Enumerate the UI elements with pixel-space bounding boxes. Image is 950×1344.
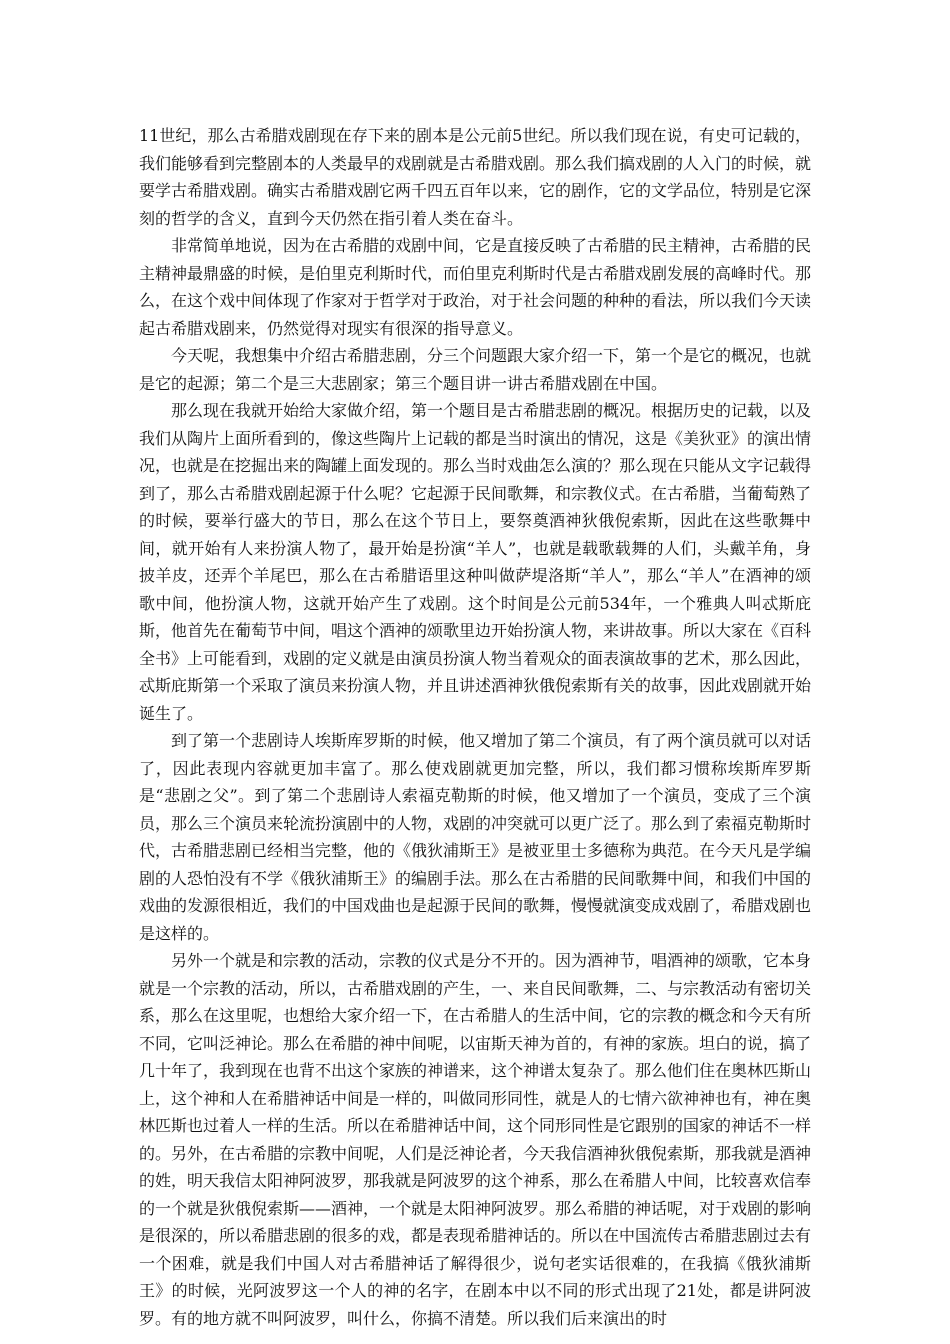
document-page: [139, 122, 811, 1332]
paragraph-5: 到了第一个悲剧诗人埃斯库罗斯的时候，他又增加了第二个演员，有了两个演员就可以对话了，因此表现内容就更加丰富了。那么使戏剧就更加完整，所以，我们都习惯称埃斯库罗斯是“悲剧之父”。到了第二个悲剧诗人索福克勒斯的时候，他又增加了一个演员，变成了三个演员，那么三个演员来轮流扮演剧中的人物，戏剧的冲突就可以更广泛了。那么到了索福克勒斯时代，古希腊悲剧已经相当完整，他的《俄狄浦斯王》是被亚里士多德称为典范。在今天凡是学编剧的人恐怕没有不学《俄狄浦斯王》的编剧手法。那么在古希腊的民间歌舞中间，和我们中国的戏曲的发源很相近，我们的中国戏曲也是起源于民间的歌舞，慢慢就演变成戏剧了，希腊戏剧也是这样的。: [139, 731, 812, 943]
paragraph-1: 11世纪，那么古希腊戏剧现在存下来的剧本是公元前5世纪。所以我们现在说，有史可记载的，我们能够看到完整剧本的人类最早的戏剧就是古希腊戏剧。那么我们搞戏剧的人入门的时候，就要学古希腊戏剧。确实古希腊戏剧它两千四五百年以来，它的剧作，它的文学品位，特别是它深刻的哲学的含义，直到今天仍然在指引着人类在奋斗。: [139, 126, 812, 228]
paragraph-3: 今天呢，我想集中介绍古希腊悲剧，分三个问题跟大家介绍一下，第一个是它的概况，也就是它的起源；第二个是三大悲剧家；第三个题目讲一讲古希腊戏剧在中国。: [139, 346, 812, 393]
paragraph-6: 另外一个就是和宗教的活动，宗教的仪式是分不开的。因为酒神节，唱酒神的颂歌，它本身就是一个宗教的活动，所以，古希腊戏剧的产生，一、来自民间歌舞，二、与宗教活动有密切关系，那么在这里呢，也想给大家介绍一下，在古希腊人的生活中间，它的宗教的概念和今天有所不同，它叫泛神论。那么在希腊的神中间呢，以宙斯天神为首的，有神的家族。坦白的说，搞了几十年了，我到现在也背不出这个家族的神谱来，这个神谱太复杂了。那么他们住在奥林匹斯山上，这个神和人在希腊神话中间是一样的，叫做同形同性，就是人的七情六欲神神也有，神在奥林匹斯也过着人一样的生活。所以在希腊神话中间，这个同形同性是它跟别的国家的神话不一样的。另外，在古希腊的宗教中间呢，人们是泛神论者，今天我信酒神狄俄倪索斯，那我就是酒神的姓，明天我信太阳神阿波罗，那我就是阿波罗的这个神系，那么在希腊人中间，比较喜欢信奉的一个就是狄俄倪索斯——酒神，一个就是太阳神阿波罗。那么希腊的神话呢，对于戏剧的影响是很深的，所以希腊悲剧的很多的戏，都是表现希腊神话的。所以在中国流传古希腊悲剧过去有一个困难，就是我们中国人对古希腊神话了解得很少，说句老实话很难的，在我搞《俄狄浦斯王》的时候，光阿波罗这一个人的神的名字，在剧本中以不同的形式出现了21处，都是讲阿波罗。有的地方就不叫阿波罗，叫什么，你搞不清楚。所以我们后来演出的时: [139, 951, 812, 1328]
paragraph-2: 非常简单地说，因为在古希腊的戏剧中间，它是直接反映了古希腊的民主精神，古希腊的民主精神最鼎盛的时候，是伯里克利斯时代，而伯里克利斯时代是古希腊戏剧发展的高峰时代。那么，在这个戏中间体现了作家对于哲学对于政治，对于社会问题的种种的看法，所以我们今天读起古希腊戏剧来，仍然觉得对现实有很深的指导意义。: [139, 236, 812, 338]
paragraph-4: 那么现在我就开始给大家做介绍，第一个题目是古希腊悲剧的概况。根据历史的记载，以及我们从陶片上面所看到的，像这些陶片上记载的都是当时演出的情况，这是《美狄亚》的演出情况，也就是在挖掘出来的陶罐上面发现的。那么当时戏曲怎么演的？那么现在只能从文字记载得到了，那么古希腊戏剧起源于什么呢？它起源于民间歌舞，和宗教仪式。在古希腊，当葡萄熟了的时候，要举行盛大的节日，那么在这个节日上，要祭奠酒神狄俄倪索斯，因此在这些歌舞中间，就开始有人来扮演人物了，最开始是扮演“羊人”，也就是载歌载舞的人们，头戴羊角，身披羊皮，还弄个羊尾巴，那么在古希腊语里这种叫做萨堤洛斯“羊人”，那么“羊人”在酒神的颂歌中间，他扮演人物，这就开始产生了戏剧。这个时间是公元前534年，一个雅典人叫忒斯庇斯，他首先在葡萄节中间，唱这个酒神的颂歌里边开始扮演人物，来讲故事。所以大家在《百科全书》上可能看到，戏剧的定义就是由演员扮演人物当着观众的面表演故事的艺术，那么因此，忒斯庇斯第一个采取了演员来扮演人物，并且讲述酒神狄俄倪索斯有关的故事，因此戏剧就开始诞生了。: [139, 401, 812, 723]
